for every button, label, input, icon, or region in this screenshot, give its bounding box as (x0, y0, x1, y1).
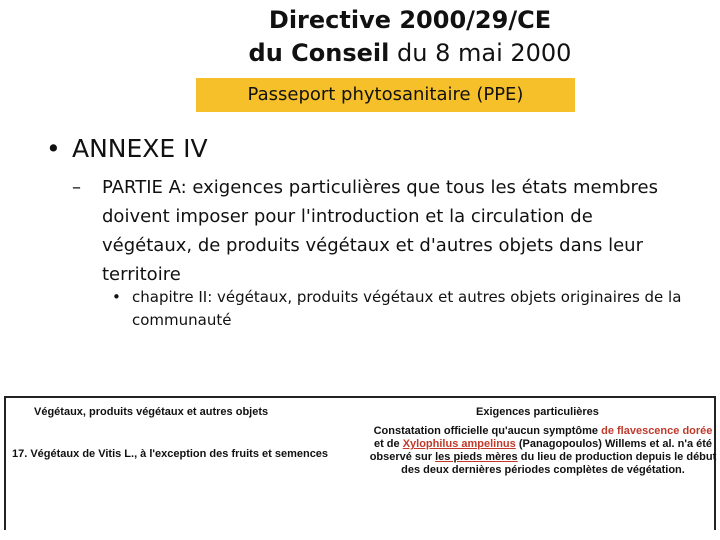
ppe-highlight-text: Passeport phytosanitaire (PPE) (247, 84, 524, 105)
bullet-level-1-text: ANNEXE IV (72, 134, 208, 163)
bullet-level-1 (46, 134, 208, 163)
bullet-level-2-text: PARTIE A: exigences particulières que tous les états membres doivent imposer pour l'introduction et la circulation de végétaux, de produits végétaux et d'autres objets dans leur territoire (102, 177, 658, 285)
title-line-1: Directive 2000/29/CE (268, 6, 552, 34)
bullet-level-3 (112, 286, 702, 332)
title-line-2-rest: du 8 mai 2000 (389, 39, 572, 67)
bullet-dot-icon: • (46, 134, 61, 163)
bullet-level-2 (72, 173, 672, 289)
requirement-xylophilus: Xylophilus ampelinus (402, 438, 516, 450)
table-header-left: Végétaux, produits végétaux et autres objets (34, 406, 269, 418)
table-header-right: Exigences particulières (476, 406, 599, 418)
table-row-left-cell: 17. Végétaux de Vitis L., à l'exception des fruits et semences (12, 448, 329, 460)
requirement-flavescence: de flavescence dorée (601, 425, 713, 437)
requirement-text-3: et de (373, 438, 403, 450)
title-line-2 (170, 37, 650, 70)
title-line-2-strong: du Conseil (248, 39, 390, 67)
requirement-text-7: du lieu de production depuis le début des deux dernières périodes complètes de végétation. (401, 451, 717, 476)
table-row-right-cell (368, 425, 718, 477)
bullet-level-3-text: chapitre II: végétaux, produits végétaux et autres objets originaires de la communauté (132, 288, 682, 329)
bullet-small-dot-icon: • (112, 288, 121, 306)
bullet-dash-icon: – (72, 177, 81, 198)
requirement-text-5: (Panagopoulos) Willems et al. n'a été observé sur (369, 438, 713, 463)
slide-title (170, 4, 650, 70)
requirement-text-1: Constatation officielle qu'aucun symptôme (373, 425, 602, 437)
requirement-pieds-meres: les pieds mères (435, 451, 518, 463)
ppe-highlight-box (196, 78, 575, 112)
regulation-table-excerpt (4, 396, 716, 530)
